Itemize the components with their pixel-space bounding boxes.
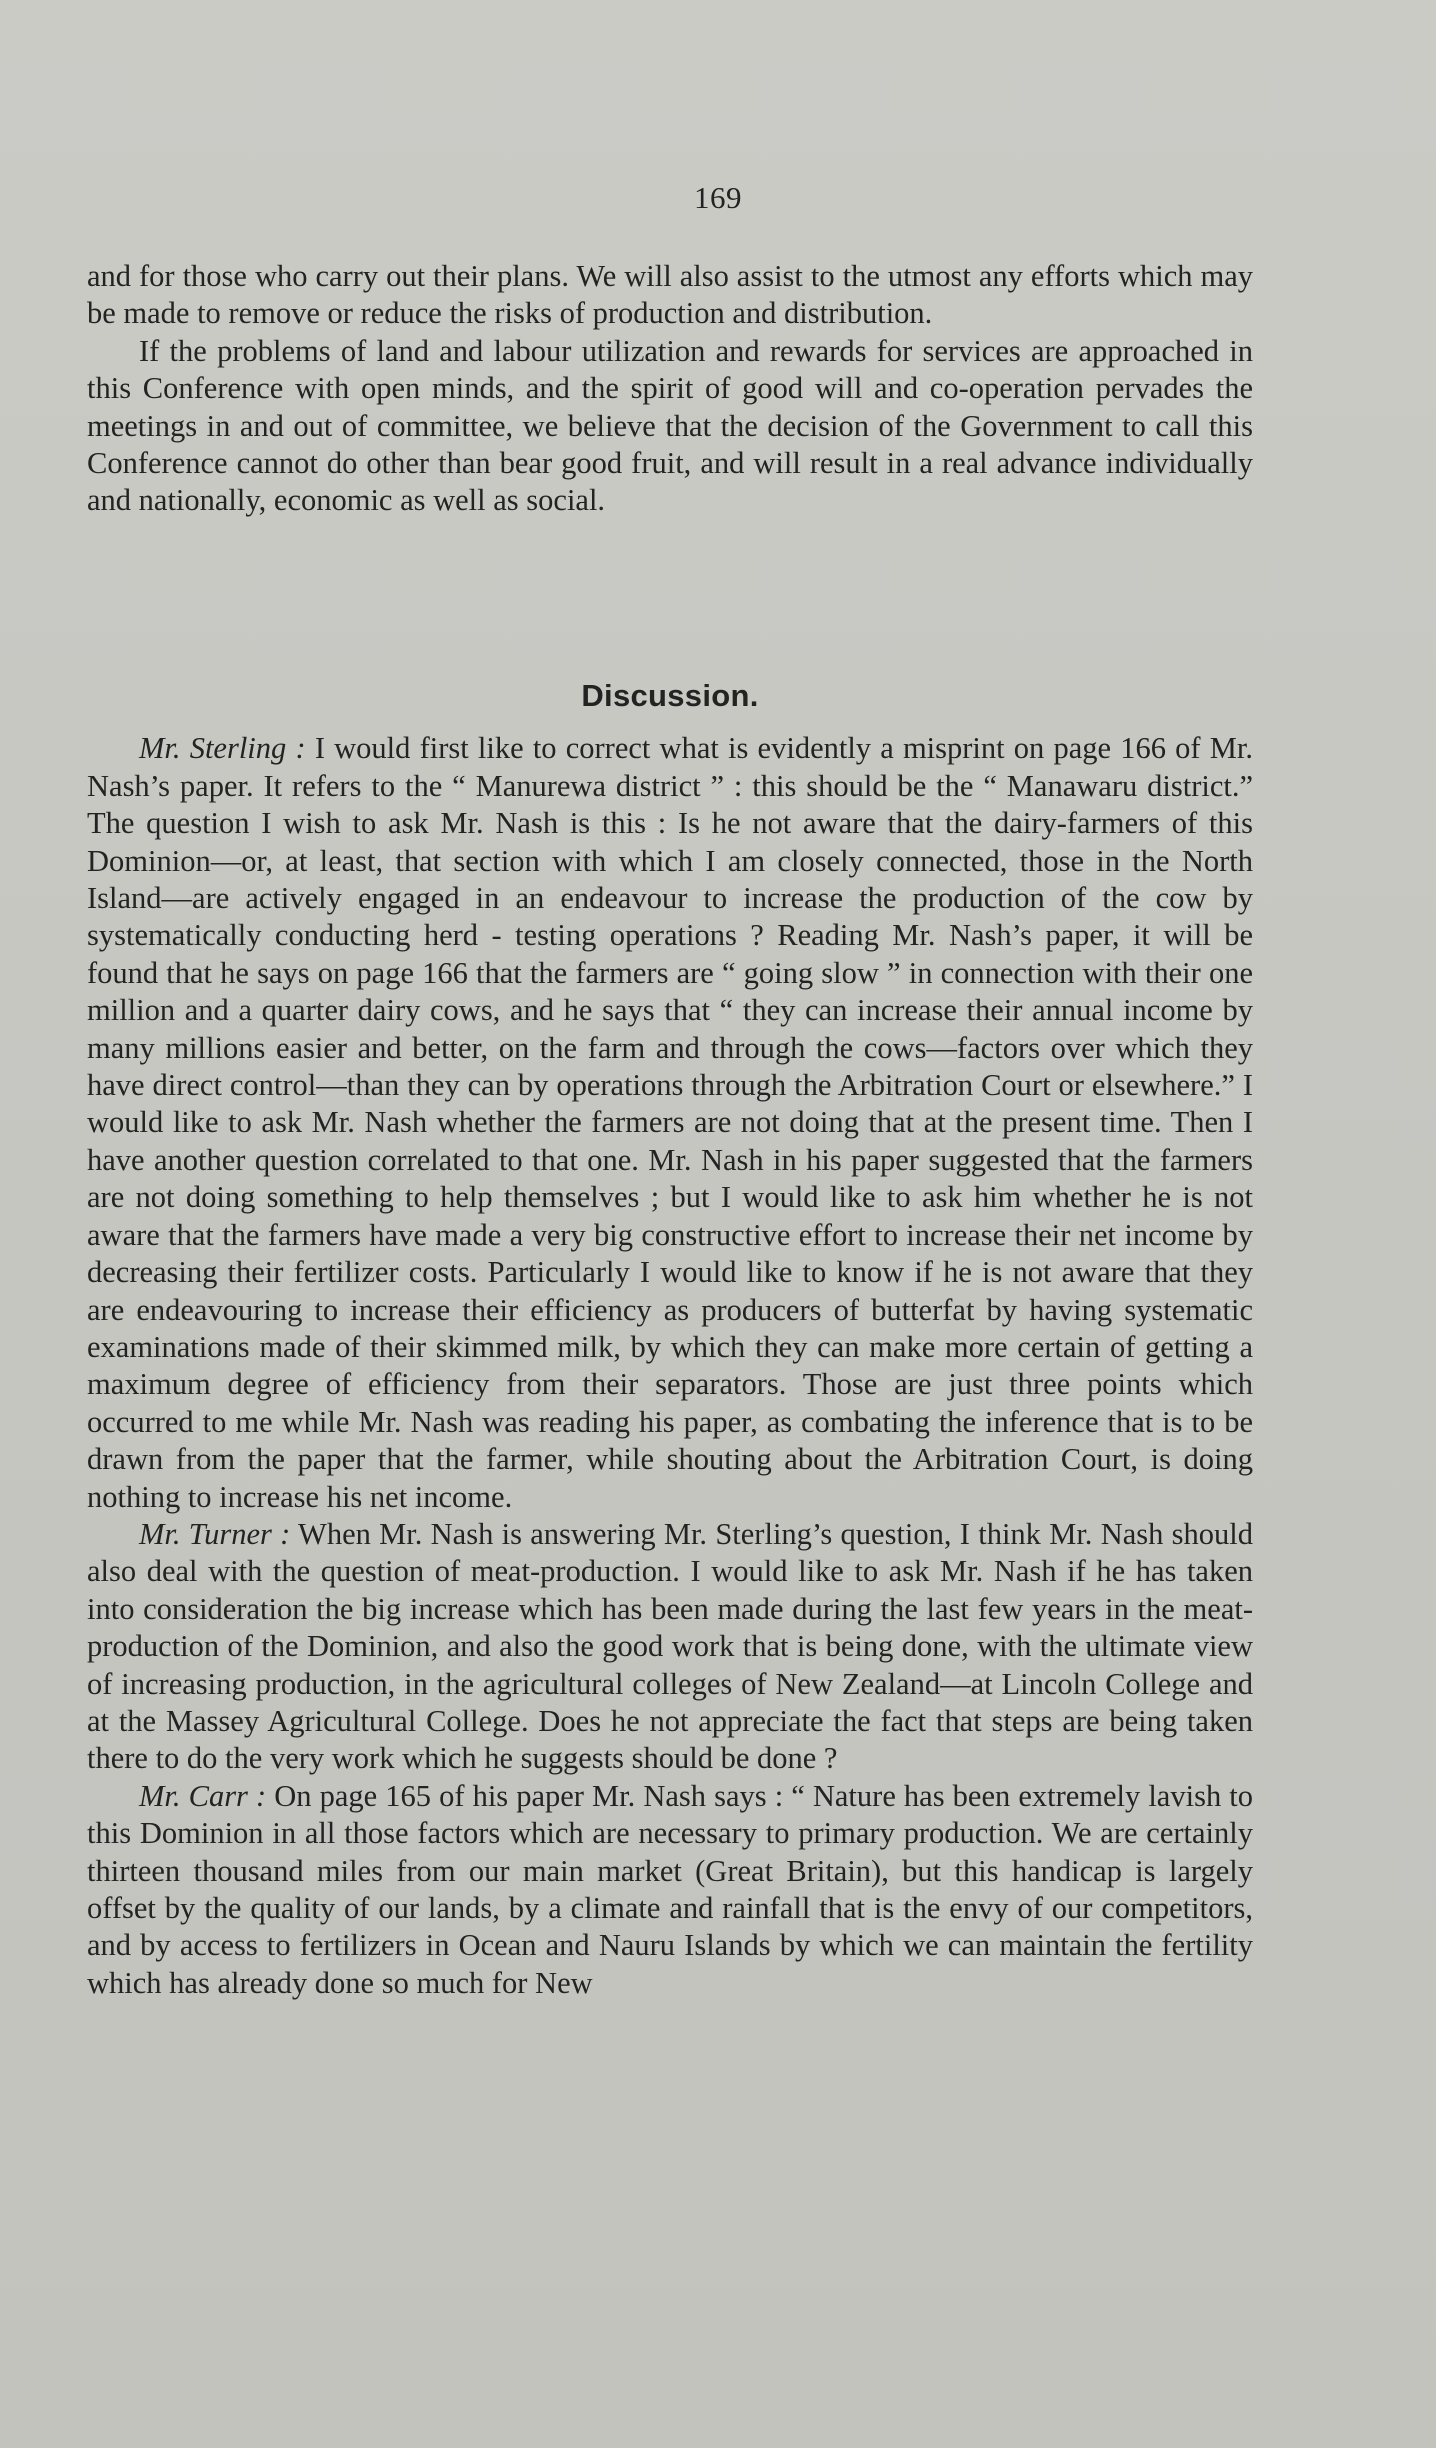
speaker-remarks: When Mr. Nash is answering Mr. Sterling’s question, I think Mr. Nash should also deal with the question of meat-production. I would like to ask Mr. Nash if he has taken into consideration the big increase which has been made during the last few years in the meat-production of the Dominion, and also the good work that is being done, with the ultimate view of increasing production, in the agricultural colleges of New Zealand—at Lincoln College and at the Massey Agricultural College. Does he not appreciate the fact that steps are being taken there to do the very work which he suggests should be done ? (87, 1516, 1254, 1776)
discussion-entry-turner (87, 1516, 1253, 1778)
speaker-remarks: On page 165 of his paper Mr. Nash says : “ Nature has been extremely lavish to this Dominion in all those factors which are necessary to primary production. We are certainly thirteen thousand miles from our main market (Great Britain), but this handicap is largely offset by the quality of our lands, by a climate and rainfall that is the envy of our competitors, and by access to fertilizers in Ocean and Nauru Islands by which we can maintain the fertility which has already done so much for New (87, 1778, 1253, 2000)
speaker-remarks: I would first like to correct what is evidently a misprint on page 166 of Mr. Nash’s paper. It refers to the “ Manurewa district ” : this should be the “ Manawaru district.” The question I wish to ask Mr. Nash is this : Is he not aware that the dairy-farmers of this Dominion—or, at least, that section with which I am closely connected, those in the North Island—are actively engaged in an endeavour to increase the production of the cow by systematically conducting herd - testing operations ? Reading Mr. Nash’s paper, it will be found that he says on page 166 that the farmers are “ going slow ” in connection with their one million and a quarter dairy cows, and he says that “ they can increase their annual income by many millions easier and better, on the farm and through the cows—factors over which they have direct control—than they can by operations through the Arbitration Court or elsewhere.” I would like to ask Mr. Nash whether the farmers are not doing that at the present time. Then I have another question correlated to that one. Mr. Nash in his paper suggested that the farmers are not doing something to help themselves ; but I would like to ask him whether he is not aware that the farmers have made a very big constructive effort to increase their net income by decreasing their fertilizer costs. Particularly I would like to know if he is not aware that they are endeavouring to increase their efficiency as producers of butterfat by having systematic examinations made of their skimmed milk, by which they can make more certain of getting a maximum degree of efficiency from their separators. Those are just three points which occurred to me while Mr. Nash was reading his paper, as combating the inference that is to be drawn from the paper that the farmer, while shouting about the Arbitration Court, is doing nothing to increase his net income. (87, 731, 1253, 1514)
discussion-section (87, 677, 1253, 2002)
page-number: 169 (694, 180, 742, 215)
section-heading: Discussion. (581, 678, 759, 713)
paragraph-continuation: and for those who carry out their plans. We will also assist to the utmost any efforts which may be made to remove or reduce the risks of production and distribution. (87, 259, 1253, 331)
paragraph-conclusion: If the problems of land and labour utilization and rewards for services are approached in this Conference with open minds, and the spirit of good will and co-operation pervades the meetings in and out of committee, we believe that the decision of the Government to call this Conference cannot do other than bear good fruit, and will result in a real advance individually and nationally, economic as well as social. (87, 333, 1253, 518)
speaker-name: Mr. Carr : (139, 1778, 267, 1813)
discussion-entry-carr (87, 1778, 1253, 2002)
speaker-name: Mr. Turner : (139, 1516, 291, 1551)
discussion-entry-sterling (87, 730, 1253, 1516)
intro-text (87, 258, 1253, 520)
speaker-name: Mr. Sterling : (139, 731, 306, 766)
